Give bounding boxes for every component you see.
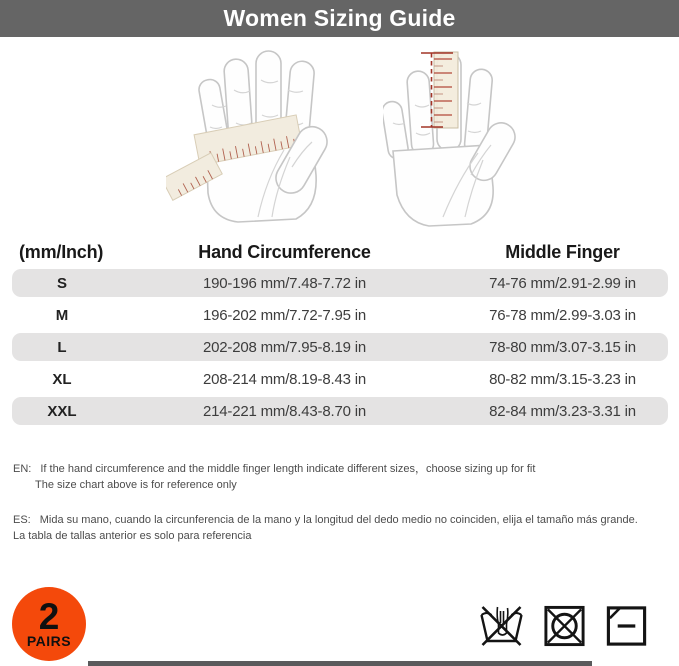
do-not-hand-wash-icon <box>478 603 525 649</box>
hand-with-finger-ruler-icon <box>383 45 518 228</box>
page-title: Women Sizing Guide <box>223 5 456 31</box>
column-header-middle-finger: Middle Finger <box>505 241 620 262</box>
hand-circumference-value: 196-202 mm/7.72-7.95 in <box>202 306 366 324</box>
size-label: S <box>56 274 67 292</box>
column-header-hand-circumference: Hand Circumference <box>198 241 371 262</box>
note-en-line2: The size chart above is for reference only <box>35 479 237 491</box>
note-en-text1: If the hand circumference and the middle finger length indicate different sizes，choose sizing up for fit <box>40 463 536 475</box>
size-label: M <box>55 306 69 324</box>
hand-circumference-value: 214-221 mm/8.43-8.70 in <box>202 402 366 420</box>
middle-finger-value: 76-78 mm/2.99-3.03 in <box>489 306 636 324</box>
header-bar <box>0 0 679 37</box>
table-row-xxl <box>12 397 668 425</box>
hand-circumference-value: 208-214 mm/8.19-8.43 in <box>202 370 366 388</box>
table-row-m <box>12 301 668 329</box>
table-row-l <box>12 333 668 361</box>
table-header-row <box>12 239 668 265</box>
hand-with-tape-measure-icon <box>166 45 371 228</box>
note-es-line2: La tabla de tallas anterior es solo para referencia <box>13 530 252 542</box>
size-label: XL <box>52 370 72 388</box>
sizing-table <box>12 239 668 425</box>
hand-circumference-value: 190-196 mm/7.48-7.72 in <box>202 274 366 292</box>
note-en <box>13 461 663 493</box>
note-es <box>13 512 663 544</box>
table-row-s <box>12 269 668 297</box>
footer-bar <box>88 661 592 666</box>
size-label: L <box>57 338 67 356</box>
note-es-text1: Mida su mano, cuando la circunferencia de la mano y la longitud del dedo medio no coinciden, elija el tamaño más grande. <box>39 514 638 526</box>
middle-finger-value: 74-76 mm/2.91-2.99 in <box>489 274 636 292</box>
pairs-count: 2 <box>38 595 60 637</box>
pairs-label: PAIRS <box>26 632 72 649</box>
size-label: XXL <box>47 402 77 420</box>
dry-flat-in-shade-icon <box>604 603 649 649</box>
hand-circumference-value: 202-208 mm/7.95-8.19 in <box>202 338 366 356</box>
note-es-label: ES: <box>13 514 31 526</box>
middle-finger-value: 80-82 mm/3.15-3.23 in <box>489 370 636 388</box>
middle-finger-value: 78-80 mm/3.07-3.15 in <box>489 338 636 356</box>
pairs-badge <box>12 587 86 661</box>
column-header-unit: (mm/Inch) <box>19 241 104 262</box>
note-es-line1 <box>13 512 663 528</box>
table-row-xl <box>12 365 668 393</box>
note-en-label: EN: <box>13 463 32 475</box>
note-en-line1 <box>13 461 663 477</box>
middle-finger-value: 82-84 mm/3.23-3.31 in <box>489 402 636 420</box>
do-not-tumble-dry-icon <box>542 603 587 649</box>
care-symbols <box>478 603 649 649</box>
